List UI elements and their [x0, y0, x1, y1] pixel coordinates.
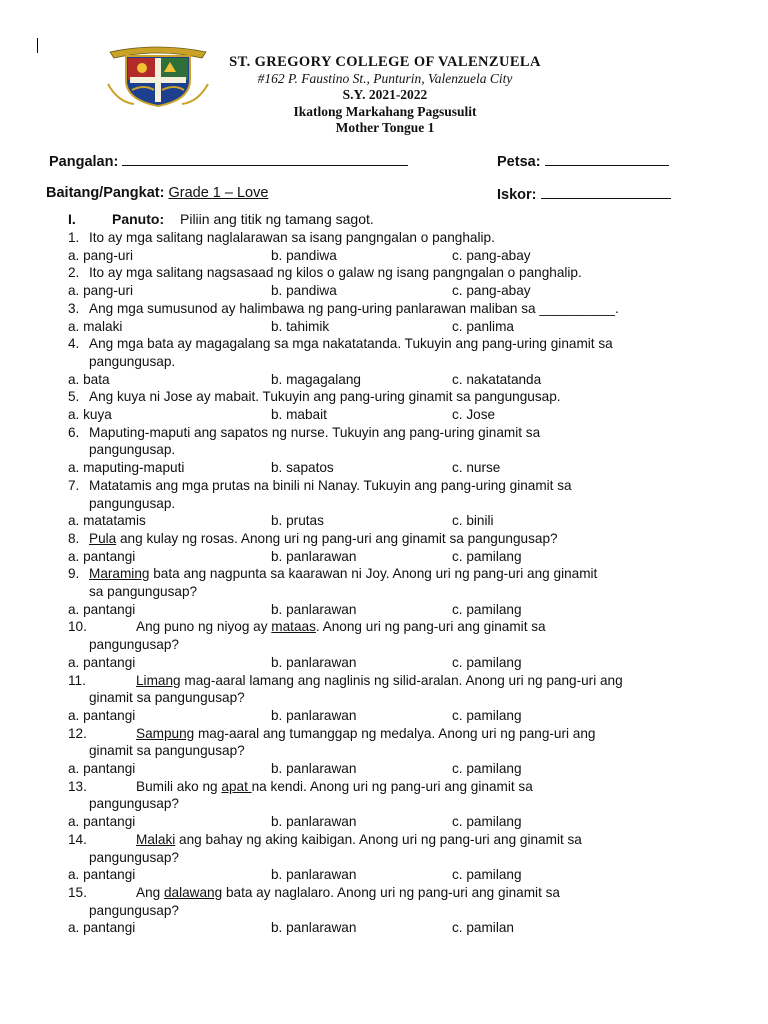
- choice-c[interactable]: c. pamilang: [452, 707, 522, 723]
- choice-c[interactable]: c. pamilang: [452, 654, 522, 670]
- choice-c[interactable]: c. pamilang: [452, 601, 522, 617]
- question-number: 9.: [68, 566, 80, 582]
- choice-b[interactable]: b. panlarawan: [271, 654, 357, 670]
- question-text: [89, 530, 558, 547]
- underlined-word: Pula: [89, 530, 117, 546]
- question-text-pre: Ang mga bata ay magagalang sa mga nakatatanda. Tukuyin ang pang-uring ginamit sa: [89, 336, 613, 352]
- name-blank[interactable]: [122, 152, 408, 166]
- choice-a[interactable]: a. pang-uri: [68, 247, 133, 263]
- question-text-pre: Ito ay mga salitang naglalarawan sa isang pangngalan o panghalip.: [89, 230, 495, 245]
- question-text: [89, 264, 582, 281]
- choice-a[interactable]: a. pantangi: [68, 548, 136, 564]
- text-cursor: [37, 38, 38, 53]
- question-number: 6.: [68, 424, 80, 440]
- grade-field: [46, 185, 268, 201]
- choice-b[interactable]: b. magagalang: [271, 371, 361, 387]
- question-number: 7.: [68, 477, 80, 493]
- question-text-pre: Ang puno ng niyog ay: [136, 619, 272, 635]
- question-text-post: ang bahay ng aking kaibigan. Anong uri ng pang-uri ang ginamit sa: [175, 831, 582, 847]
- question-text-cont: sa pangungusap?: [89, 584, 198, 599]
- question-text-pre: Bumili ako ng: [136, 778, 222, 794]
- choice-b[interactable]: b. tahimik: [271, 318, 330, 334]
- question-text-post: na kendi. Anong uri ng pang-uri ang ginamit sa: [251, 778, 533, 794]
- date-blank[interactable]: [545, 152, 669, 166]
- choice-c[interactable]: c. pang-abay: [452, 247, 531, 263]
- question-number: 5.: [68, 389, 80, 405]
- question-text: [89, 565, 597, 582]
- question-text-cont: ginamit sa pangungusap?: [89, 690, 245, 706]
- choice-b[interactable]: b. prutas: [271, 513, 324, 529]
- question-text-post: mag-aaral ang tumanggap ng medalya. Anong uri ng pang-uri ang: [194, 725, 596, 741]
- school-address: #162 P. Faustino St., Punturin, Valenzuela City: [257, 71, 513, 86]
- date-label: Petsa:: [497, 154, 541, 170]
- score-field: [497, 185, 671, 203]
- choice-a[interactable]: a. kuya: [68, 407, 112, 422]
- question-text: [136, 884, 560, 901]
- question-number: 1.: [68, 230, 80, 245]
- question-number: 13.: [68, 778, 87, 794]
- question-text: [136, 672, 623, 689]
- question-text-cont: ginamit sa pangungusap?: [89, 743, 245, 759]
- question-text-post: . Anong uri ng pang-uri ang ginamit sa: [315, 619, 546, 635]
- question-text: [89, 424, 540, 441]
- question-number: 15.: [68, 884, 87, 900]
- choice-b[interactable]: b. panlarawan: [271, 548, 357, 564]
- question-text-cont: pangungusap.: [89, 353, 176, 369]
- question-number: 11.: [68, 672, 86, 688]
- question-number: 2.: [68, 265, 80, 281]
- choice-a[interactable]: a. pantangi: [68, 601, 136, 617]
- question-number: 14.: [68, 831, 87, 847]
- question-text: [89, 477, 572, 494]
- question-text-cont: pangungusap.: [89, 442, 176, 458]
- school-logo-seal: [104, 44, 212, 108]
- choice-b[interactable]: b. pandiwa: [271, 247, 337, 263]
- choice-c[interactable]: c. pamilang: [452, 867, 522, 883]
- question-text: [136, 725, 596, 742]
- question-text-pre: Ang: [136, 884, 164, 900]
- subject-title: Mother Tongue 1: [335, 120, 435, 135]
- choice-b[interactable]: b. sapatos: [271, 460, 334, 476]
- choice-c[interactable]: c. binili: [452, 513, 494, 529]
- score-blank[interactable]: [541, 185, 671, 199]
- instruction-label: Panuto:: [112, 211, 165, 227]
- choice-c[interactable]: c. pamilang: [452, 814, 522, 830]
- question-text-cont: pangungusap?: [89, 637, 179, 653]
- school-year: S.Y. 2021-2022: [342, 87, 428, 102]
- score-label: Iskor:: [497, 187, 537, 203]
- choice-a[interactable]: a. pantangi: [68, 707, 136, 723]
- question-text-post: bata ay naglalaro. Anong uri ng pang-uri ang ginamit sa: [222, 884, 560, 900]
- choice-b[interactable]: b. panlarawan: [271, 601, 357, 617]
- question-text-pre: Ang mga sumusunod ay halimbawa ng pang-uring panlarawan maliban sa __________.: [89, 300, 619, 316]
- question-number: 8.: [68, 530, 80, 546]
- choice-a[interactable]: a. pantangi: [68, 761, 136, 776]
- question-number: 3.: [68, 300, 80, 316]
- exam-title: Ikatlong Markahang Pagsusulit: [293, 104, 477, 119]
- grade-value: Grade 1 – Love: [168, 185, 269, 201]
- question-text-cont: pangungusap?: [89, 796, 179, 812]
- question-number: 12.: [68, 725, 87, 741]
- choice-c[interactable]: c. nakatatanda: [452, 371, 542, 387]
- question-text-post: bata ang nagpunta sa kaarawan ni Joy. Anong uri ng pang-uri ang ginamit: [149, 566, 598, 582]
- instruction-roman: I.: [68, 211, 76, 227]
- choice-a[interactable]: a. maputing-maputi: [68, 460, 185, 476]
- choice-c[interactable]: c. nurse: [452, 460, 501, 476]
- choice-a[interactable]: a. matatamis: [68, 513, 146, 529]
- question-text-post: ang kulay ng rosas. Anong uri ng pang-uri ang ginamit sa pangungusap?: [116, 530, 558, 546]
- choice-a[interactable]: a. pantangi: [68, 814, 136, 830]
- question-text: [136, 618, 546, 635]
- choice-c[interactable]: c. Jose: [452, 407, 496, 422]
- choice-b[interactable]: b. mabait: [271, 407, 327, 422]
- question-text-pre: Maputing-maputi ang sapatos ng nurse. Tukuyin ang pang-uring ginamit sa: [89, 424, 541, 440]
- choice-a[interactable]: a. pantangi: [68, 654, 136, 670]
- question-number: 10.: [68, 619, 87, 635]
- choice-a[interactable]: a. pang-uri: [68, 283, 133, 299]
- choice-c[interactable]: c. pang-abay: [452, 283, 531, 299]
- name-field: [49, 152, 408, 170]
- question-text-cont: pangungusap?: [89, 849, 179, 865]
- question-text-pre: Ito ay mga salitang nagsasaad ng kilos o galaw ng isang pangngalan o panghalip.: [89, 265, 582, 281]
- choice-b[interactable]: b. panlarawan: [271, 761, 357, 776]
- choice-b[interactable]: b. panlarawan: [271, 920, 357, 936]
- question-text: [89, 300, 619, 317]
- underlined-word: mataas: [271, 619, 316, 635]
- choice-a[interactable]: a. pantangi: [68, 867, 136, 883]
- date-field: [497, 152, 669, 170]
- underlined-word: Malaki: [136, 831, 176, 847]
- question-text-pre: Ang kuya ni Jose ay mabait. Tukuyin ang pang-uring ginamit sa pangungusap.: [89, 389, 561, 405]
- underlined-word: Sampung: [136, 725, 195, 741]
- question-text-pre: Matatamis ang mga prutas na binili ni Nanay. Tukuyin ang pang-uring ginamit sa: [89, 477, 572, 493]
- instruction-text: Piliin ang titik ng tamang sagot.: [180, 211, 374, 227]
- question-text: [89, 229, 495, 246]
- question-text-cont: pangungusap?: [89, 902, 179, 918]
- question-text-post: mag-aaral lamang ang naglinis ng silid-aralan. Anong uri ng pang-uri ang: [180, 672, 623, 688]
- choice-a[interactable]: a. malaki: [68, 318, 123, 334]
- choice-b[interactable]: b. panlarawan: [271, 707, 357, 723]
- underlined-word: apat: [221, 778, 252, 794]
- underlined-word: Limang: [136, 672, 181, 688]
- question-text: [136, 831, 582, 848]
- choice-c[interactable]: c. panlima: [452, 318, 514, 334]
- grade-label: Baitang/Pangkat:: [46, 185, 165, 201]
- choice-c[interactable]: c. pamilan: [452, 920, 514, 936]
- choice-c[interactable]: c. pamilang: [452, 548, 522, 564]
- choice-c[interactable]: c. pamilang: [452, 761, 522, 776]
- question-text: [136, 778, 533, 795]
- school-name: ST. GREGORY COLLEGE OF VALENZUELA: [229, 54, 541, 70]
- choice-b[interactable]: b. panlarawan: [271, 814, 357, 830]
- choice-b[interactable]: b. panlarawan: [271, 867, 357, 883]
- question-text: [89, 388, 561, 405]
- choice-b[interactable]: b. pandiwa: [271, 283, 337, 299]
- choice-a[interactable]: a. bata: [68, 371, 110, 387]
- underlined-word: dalawang: [163, 884, 223, 900]
- choice-a[interactable]: a. pantangi: [68, 920, 136, 936]
- name-label: Pangalan:: [49, 154, 119, 170]
- question-text-cont: pangungusap.: [89, 495, 176, 511]
- question-number: 4.: [68, 336, 80, 352]
- underlined-word: Maraming: [89, 566, 150, 582]
- question-text: [89, 335, 613, 352]
